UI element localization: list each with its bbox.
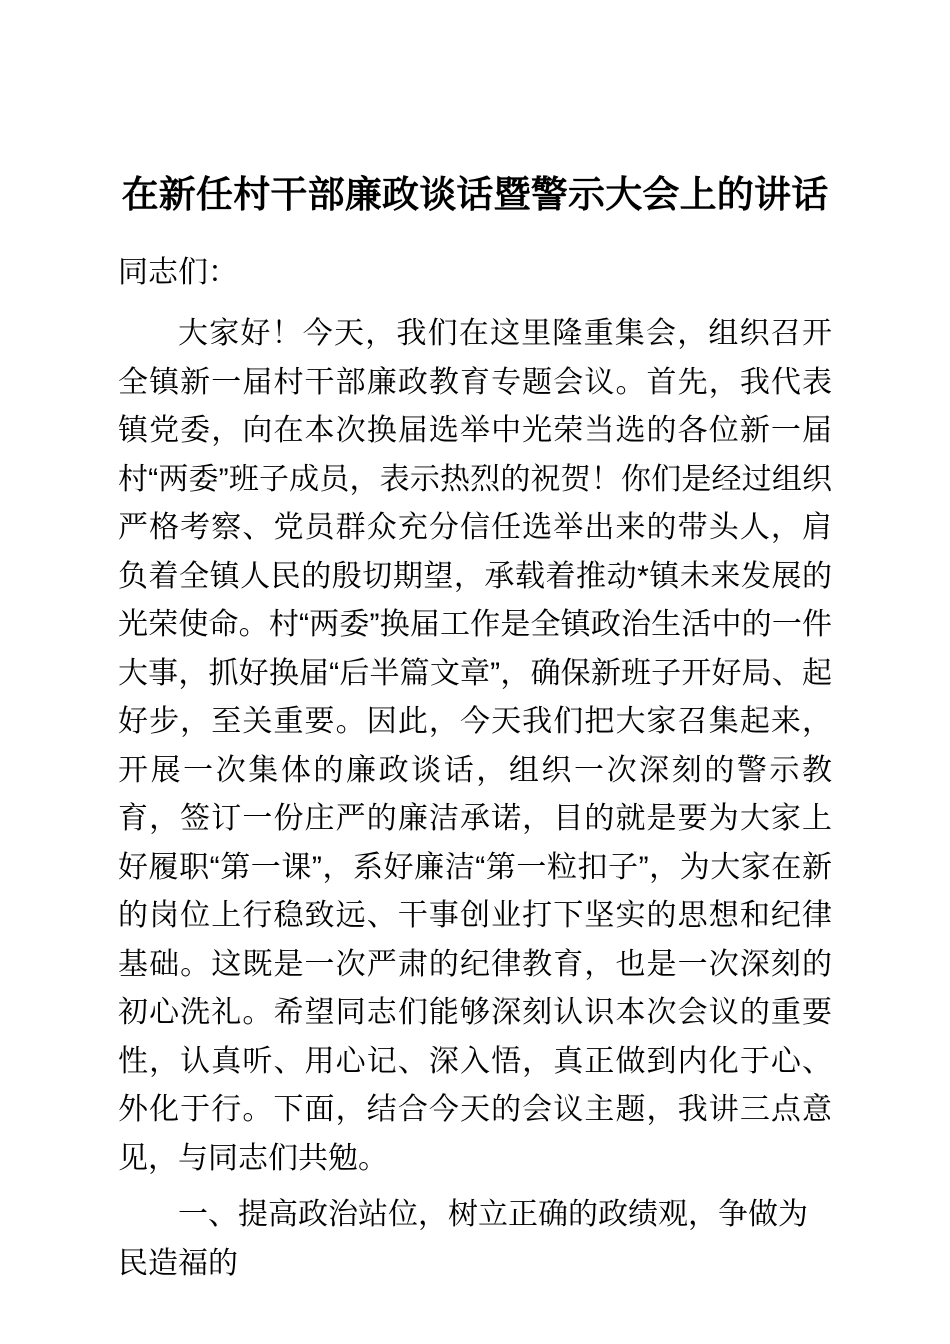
- salutation-line: 同志们：: [118, 256, 238, 290]
- document-text-column: [118, 0, 832, 1288]
- document-title: 在新任村干部廉政谈话暨警示大会上的讲话: [121, 174, 829, 215]
- section-heading-one: 一、提高政治站位，树立正确的政绩观，争做为民造福的: [118, 1197, 808, 1281]
- body-paragraph: 大家好！今天，我们在这里隆重集会，组织召开全镇新一届村干部廉政教育专题会议。首先，我代表镇党委，向在本次换届选举中光荣当选的各位新一届村“两委”班子成员，表示热烈的祝贺！你们是经过组织严格考察、党员群众充分信任选举出来的带头人，肩负着全镇人民的殷切期望，承载着推动*镇未来发展的光荣使命。村“两委”换届工作是全镇政治生活中的一件大事，抓好换届“后半篇文章”，确保新班子开好局、起好步，至关重要。因此，今天我们把大家召集起来，开展一次集体的廉政谈话，组织一次深刻的警示教育，签订一份庄严的廉洁承诺，目的就是要为大家上好履职“第一课”，系好廉洁“第一粒扣子”，为大家在新的岗位上行稳致远、干事创业打下坚实的思想和纪律基础。这既是一次严肃的纪律教育，也是一次深刻的初心洗礼。希望同志们能够深刻认识本次会议的重要性，认真听、用心记、深入悟，真正做到内化于心、外化于行。下面，结合今天的会议主题，我讲三点意见，与同志们共勉。: [118, 317, 832, 1175]
